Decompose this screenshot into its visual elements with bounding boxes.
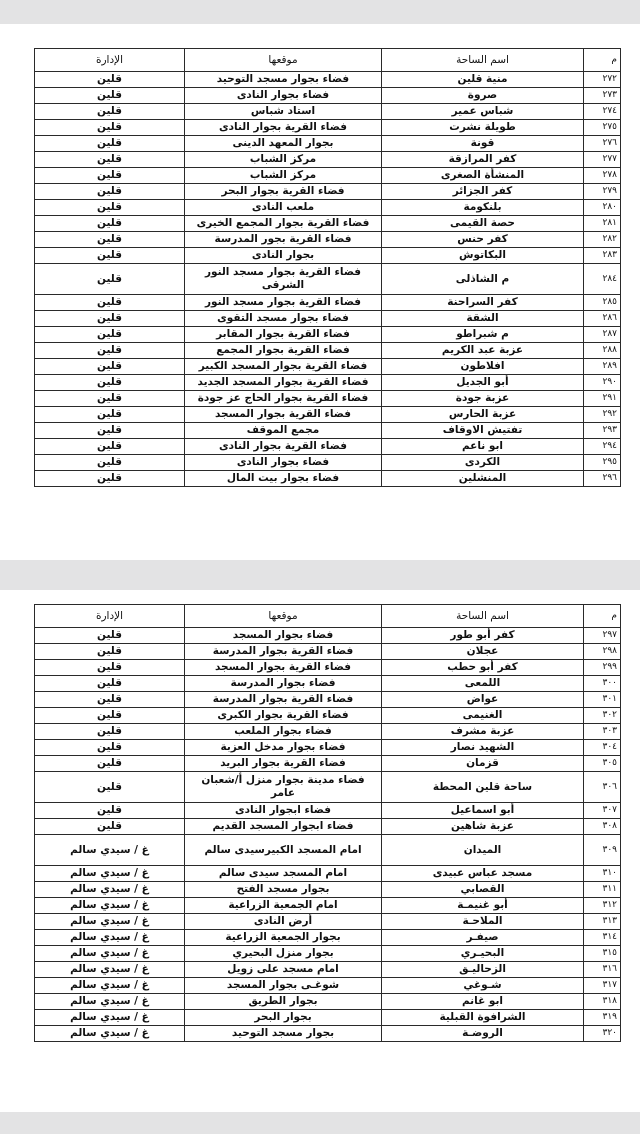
table-row: [35, 311, 621, 327]
administration: قلين: [35, 232, 185, 248]
square-location: بجوار المعهد الدينى: [185, 136, 382, 152]
administration: قلين: [35, 295, 185, 311]
row-number: ٢٧٥: [584, 120, 621, 136]
row-number: ٣١١: [584, 882, 621, 898]
table-row: [35, 803, 621, 819]
row-number: ٢٧٩: [584, 184, 621, 200]
row-number: ٣٠١: [584, 692, 621, 708]
square-location: فضاء القرية بجور المدرسة: [185, 232, 382, 248]
administration: قلين: [35, 772, 185, 803]
square-name: عجلان: [382, 644, 584, 660]
administration: قلين: [35, 756, 185, 772]
square-location: فضاء القرية بجوار الحاج عز جودة: [185, 391, 382, 407]
administration: غ / سيدي سالم: [35, 978, 185, 994]
square-location: فضاء بجوار المسجد: [185, 628, 382, 644]
header-number: م: [584, 605, 621, 628]
squares-table-2: [34, 604, 621, 1042]
square-name: ابو ناعم: [382, 439, 584, 455]
administration: غ / سيدي سالم: [35, 994, 185, 1010]
row-number: ٣١٣: [584, 914, 621, 930]
table-row: [35, 200, 621, 216]
row-number: ٣٠٣: [584, 724, 621, 740]
administration: قلين: [35, 423, 185, 439]
table-row: [35, 866, 621, 882]
header-square-name: اسم الساحة: [382, 49, 584, 72]
square-name: بلنكومة: [382, 200, 584, 216]
square-name: طويلة نشرت: [382, 120, 584, 136]
administration: قلين: [35, 628, 185, 644]
square-name: اللمعى: [382, 676, 584, 692]
administration: قلين: [35, 692, 185, 708]
administration: قلين: [35, 311, 185, 327]
square-name: الكردى: [382, 455, 584, 471]
square-location: استاد شباس: [185, 104, 382, 120]
table-row: [35, 264, 621, 295]
table-row: [35, 628, 621, 644]
square-name: منية قلين: [382, 72, 584, 88]
row-number: ٣٠٧: [584, 803, 621, 819]
table-row: [35, 962, 621, 978]
administration: غ / سيدي سالم: [35, 962, 185, 978]
row-number: ٢٨٥: [584, 295, 621, 311]
administration: قلين: [35, 724, 185, 740]
row-number: ٣٠٩: [584, 835, 621, 866]
row-number: ٢٩٩: [584, 660, 621, 676]
table-row: [35, 660, 621, 676]
administration: غ / سيدي سالم: [35, 946, 185, 962]
row-number: ٢٨٨: [584, 343, 621, 359]
administration: قلين: [35, 200, 185, 216]
square-name: الميدان: [382, 835, 584, 866]
administration: قلين: [35, 120, 185, 136]
row-number: ٢٧٨: [584, 168, 621, 184]
table-row: [35, 724, 621, 740]
table-row: [35, 423, 621, 439]
square-name: تفتيش الاوقاف: [382, 423, 584, 439]
row-number: ٣١٦: [584, 962, 621, 978]
square-name: الشقة: [382, 311, 584, 327]
table-row: [35, 708, 621, 724]
square-name: كفر أبو حطب: [382, 660, 584, 676]
table-row: [35, 104, 621, 120]
square-name: الملاحـة: [382, 914, 584, 930]
square-name: عزبة عبد الكريم: [382, 343, 584, 359]
table-row: [35, 1026, 621, 1042]
administration: قلين: [35, 184, 185, 200]
square-name: قزمان: [382, 756, 584, 772]
table-row: [35, 343, 621, 359]
row-number: ٣٢٠: [584, 1026, 621, 1042]
square-location: فضاء القرية بجوار النادى: [185, 120, 382, 136]
square-name: البكاتوش: [382, 248, 584, 264]
table-row: [35, 152, 621, 168]
row-number: ٢٨٧: [584, 327, 621, 343]
square-name: صيفـر: [382, 930, 584, 946]
square-name: الزحاليـق: [382, 962, 584, 978]
square-name: شباس عمير: [382, 104, 584, 120]
square-name: شـوغي: [382, 978, 584, 994]
square-name: كفر حنس: [382, 232, 584, 248]
administration: غ / سيدي سالم: [35, 882, 185, 898]
administration: غ / سيدي سالم: [35, 1026, 185, 1042]
administration: قلين: [35, 248, 185, 264]
table-row: [35, 978, 621, 994]
squares-table-1: [34, 48, 621, 487]
square-name: حصة القيمى: [382, 216, 584, 232]
row-number: ٢٩٢: [584, 407, 621, 423]
square-name: أبو غنيمـة: [382, 898, 584, 914]
square-location: فضاء القرية بجوار المسجد: [185, 407, 382, 423]
table-row: [35, 692, 621, 708]
square-location: ملعب النادى: [185, 200, 382, 216]
square-name: م شبراطو: [382, 327, 584, 343]
square-location: بجوار مسجد التوحيد: [185, 1026, 382, 1042]
square-name: عزبة شاهين: [382, 819, 584, 835]
square-location: فضاء القرية بجوار المسجد الكبير: [185, 359, 382, 375]
square-name: الغنيمى: [382, 708, 584, 724]
table-header-row: [35, 49, 621, 72]
viewer-gap-top: [0, 0, 640, 24]
table-row: [35, 248, 621, 264]
administration: قلين: [35, 152, 185, 168]
administration: قلين: [35, 375, 185, 391]
row-number: ٢٩٠: [584, 375, 621, 391]
table-row: [35, 914, 621, 930]
square-name: عزبة مشرف: [382, 724, 584, 740]
row-number: ٢٨٢: [584, 232, 621, 248]
row-number: ٣١٨: [584, 994, 621, 1010]
square-name: صروة: [382, 88, 584, 104]
square-location: فضاء القرية بجوار المدرسة: [185, 644, 382, 660]
row-number: ٢٧٤: [584, 104, 621, 120]
square-location: أرض النادى: [185, 914, 382, 930]
table-row: [35, 772, 621, 803]
table-row: [35, 455, 621, 471]
table-row: [35, 391, 621, 407]
row-number: ٢٩٨: [584, 644, 621, 660]
table-row: [35, 819, 621, 835]
row-number: ٢٨٠: [584, 200, 621, 216]
square-location: فضاء القرية بجوار البريد: [185, 756, 382, 772]
square-name: أبو الجديل: [382, 375, 584, 391]
square-name: الشهيد نصار: [382, 740, 584, 756]
square-location: فضاء القرية بجوار مسجد النور الشرقى: [185, 264, 382, 295]
square-location: فضاء القرية بجوار المجمع الخيرى: [185, 216, 382, 232]
square-name: المنشلين: [382, 471, 584, 487]
table-header-row: [35, 605, 621, 628]
administration: قلين: [35, 168, 185, 184]
square-name: كفر المرازقة: [382, 152, 584, 168]
row-number: ٣١٢: [584, 898, 621, 914]
square-name: عزبة جودة: [382, 391, 584, 407]
square-location: فضاء القرية بجوار المسجد: [185, 660, 382, 676]
square-location: فضاء القرية بجوار المجمع: [185, 343, 382, 359]
square-location: فضاء بجوار الملعب: [185, 724, 382, 740]
table-row: [35, 756, 621, 772]
row-number: ٣٠٤: [584, 740, 621, 756]
square-name: قونة: [382, 136, 584, 152]
square-name: الروضـة: [382, 1026, 584, 1042]
square-location: بجوار الطريق: [185, 994, 382, 1010]
table-row: [35, 644, 621, 660]
table-row: [35, 946, 621, 962]
table-row: [35, 930, 621, 946]
table-row: [35, 375, 621, 391]
square-name: عزبة الحارس: [382, 407, 584, 423]
square-name: أبو اسماعيل: [382, 803, 584, 819]
table-row: [35, 835, 621, 866]
row-number: ٢٧٧: [584, 152, 621, 168]
administration: قلين: [35, 88, 185, 104]
row-number: ٢٧٢: [584, 72, 621, 88]
table-row: [35, 120, 621, 136]
administration: قلين: [35, 391, 185, 407]
table-row: [35, 136, 621, 152]
square-name: عواض: [382, 692, 584, 708]
row-number: ٢٨٩: [584, 359, 621, 375]
row-number: ٢٩٣: [584, 423, 621, 439]
square-name: مسجد عباس عبيدى: [382, 866, 584, 882]
administration: قلين: [35, 359, 185, 375]
square-location: امام مسجد على زويل: [185, 962, 382, 978]
administration: غ / سيدي سالم: [35, 835, 185, 866]
administration: قلين: [35, 216, 185, 232]
row-number: ٢٧٣: [584, 88, 621, 104]
square-location: فضاء بجوار مسجد التقوى: [185, 311, 382, 327]
square-name: افلاطون: [382, 359, 584, 375]
table-row: [35, 439, 621, 455]
square-name: الشرافوة القبلية: [382, 1010, 584, 1026]
row-number: ٢٨٣: [584, 248, 621, 264]
viewer-gap-middle: [0, 560, 640, 590]
administration: قلين: [35, 136, 185, 152]
row-number: ٢٩٤: [584, 439, 621, 455]
administration: قلين: [35, 803, 185, 819]
square-location: فضاء بجوار النادى: [185, 455, 382, 471]
square-location: بجوار منزل البحيري: [185, 946, 382, 962]
square-location: فضاء بجوار بيت المال: [185, 471, 382, 487]
square-location: بجوار مسجد الفتح: [185, 882, 382, 898]
document-page-1: [0, 24, 640, 560]
row-number: ٢٧٦: [584, 136, 621, 152]
row-number: ٢٨١: [584, 216, 621, 232]
administration: قلين: [35, 455, 185, 471]
square-location: فضاء بجوار المدرسة: [185, 676, 382, 692]
table-row: [35, 1010, 621, 1026]
administration: غ / سيدي سالم: [35, 866, 185, 882]
square-location: فضاء القرية بجوار المقابر: [185, 327, 382, 343]
square-name: ابو غانم: [382, 994, 584, 1010]
table-row: [35, 295, 621, 311]
administration: قلين: [35, 343, 185, 359]
square-location: امام الجمعية الزراعية: [185, 898, 382, 914]
row-number: ٣١٧: [584, 978, 621, 994]
square-location: مركز الشباب: [185, 152, 382, 168]
row-number: ٣٠٠: [584, 676, 621, 692]
row-number: ٣١٩: [584, 1010, 621, 1026]
table-row: [35, 740, 621, 756]
header-administration: الإدارة: [35, 605, 185, 628]
table-row: [35, 898, 621, 914]
square-location: فضاء القرية بجوار مسجد النور: [185, 295, 382, 311]
administration: قلين: [35, 327, 185, 343]
square-location: فضاء ابجوار النادى: [185, 803, 382, 819]
square-name: القصابي: [382, 882, 584, 898]
row-number: ٢٨٤: [584, 264, 621, 295]
administration: قلين: [35, 676, 185, 692]
table-row: [35, 184, 621, 200]
header-square-name: اسم الساحة: [382, 605, 584, 628]
table-row: [35, 471, 621, 487]
row-number: ٢٩١: [584, 391, 621, 407]
row-number: ٢٩٥: [584, 455, 621, 471]
row-number: ٣١٤: [584, 930, 621, 946]
row-number: ٢٨٦: [584, 311, 621, 327]
square-location: شوغـى بجوار المسجد: [185, 978, 382, 994]
administration: قلين: [35, 407, 185, 423]
administration: غ / سيدي سالم: [35, 914, 185, 930]
row-number: ٣٠٥: [584, 756, 621, 772]
administration: قلين: [35, 471, 185, 487]
square-location: فضاء بجوار مسجد التوحيد: [185, 72, 382, 88]
row-number: ٢٩٦: [584, 471, 621, 487]
square-name: كفر الجزائر: [382, 184, 584, 200]
square-name: المنشأة الصغرى: [382, 168, 584, 184]
administration: قلين: [35, 708, 185, 724]
square-location: فضاء ابجوار المسجد القديم: [185, 819, 382, 835]
header-number: م: [584, 49, 621, 72]
table-row: [35, 88, 621, 104]
row-number: ٣٠٨: [584, 819, 621, 835]
administration: غ / سيدي سالم: [35, 898, 185, 914]
square-location: فضاء القرية بجوار المدرسة: [185, 692, 382, 708]
administration: قلين: [35, 660, 185, 676]
square-name: البحيـري: [382, 946, 584, 962]
table-row: [35, 676, 621, 692]
row-number: ٣١٠: [584, 866, 621, 882]
row-number: ٣١٥: [584, 946, 621, 962]
administration: قلين: [35, 644, 185, 660]
square-name: م الشاذلى: [382, 264, 584, 295]
table-row: [35, 232, 621, 248]
square-location: فضاء بجوار مدخل العزبة: [185, 740, 382, 756]
administration: غ / سيدي سالم: [35, 1010, 185, 1026]
table-row: [35, 882, 621, 898]
header-location: موقعها: [185, 49, 382, 72]
square-name: كفر أبو طور: [382, 628, 584, 644]
square-location: فضاء القرية بجوار المسجد الجديد: [185, 375, 382, 391]
table-row: [35, 994, 621, 1010]
table-row: [35, 407, 621, 423]
row-number: ٢٩٧: [584, 628, 621, 644]
square-location: مجمع الموقف: [185, 423, 382, 439]
document-page-2: [0, 590, 640, 1112]
square-location: بجوار البحر: [185, 1010, 382, 1026]
square-location: فضاء مدينة بجوار منزل أ/شعبان عامر: [185, 772, 382, 803]
table-row: [35, 359, 621, 375]
square-location: امام المسجد سيدى سالم: [185, 866, 382, 882]
administration: قلين: [35, 439, 185, 455]
table-row: [35, 327, 621, 343]
header-administration: الإدارة: [35, 49, 185, 72]
square-location: فضاء القرية بجوار البحر: [185, 184, 382, 200]
square-location: بجوار النادى: [185, 248, 382, 264]
administration: غ / سيدي سالم: [35, 930, 185, 946]
square-location: مركز الشباب: [185, 168, 382, 184]
square-location: فضاء القرية بجوار النادى: [185, 439, 382, 455]
square-location: امام المسجد الكبيرسيدى سالم: [185, 835, 382, 866]
administration: قلين: [35, 72, 185, 88]
administration: قلين: [35, 264, 185, 295]
administration: قلين: [35, 819, 185, 835]
row-number: ٣٠٢: [584, 708, 621, 724]
square-location: فضاء القرية بجوار الكبرى: [185, 708, 382, 724]
row-number: ٣٠٦: [584, 772, 621, 803]
square-location: فضاء بجوار النادى: [185, 88, 382, 104]
square-name: ساحة قلين المحطة: [382, 772, 584, 803]
table-row: [35, 168, 621, 184]
administration: قلين: [35, 104, 185, 120]
viewer-gap-bottom: [0, 1112, 640, 1134]
table-row: [35, 216, 621, 232]
square-name: كفر السراحنة: [382, 295, 584, 311]
header-location: موقعها: [185, 605, 382, 628]
table-row: [35, 72, 621, 88]
administration: قلين: [35, 740, 185, 756]
square-location: بجوار الجمعية الزراعية: [185, 930, 382, 946]
